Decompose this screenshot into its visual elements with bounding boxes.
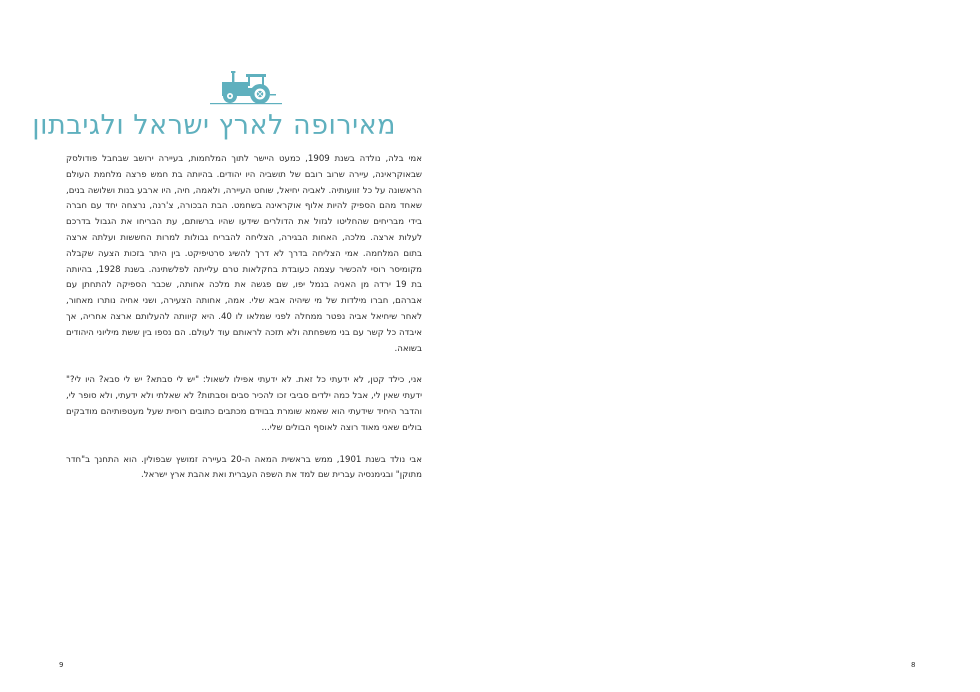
tractor-icon (208, 68, 284, 108)
paragraph: אבי נולד בשנת 1901, ממש בראשית המאה ה-20 בעיירה זמושץ שבפולין. הוא התחנך ב"חדר מתוקן" ובגימנסיה עברית שם למד את השפה העברית ואת אהבת ארץ ישראל. (66, 454, 422, 481)
page-number-left: 9 (59, 661, 64, 669)
body-text (66, 152, 422, 500)
chapter-title: מאירופה לארץ ישראל ולגיבתון (32, 110, 396, 141)
page-number-right: 8 (911, 661, 916, 669)
paragraph: אני, כילד קטן, לא ידעתי כל זאת. לא ידעתי אפילו לשאול: "יש לי סבתא? יש לי סבא? היו לי?" ידעתי שאין לי, אבל כמה ילדים סביבי זכו להכיר סבים וסבתות? לא שאלתי ולא ידעתי, ולא סופר לי, והדבר היחיד שידעתי הוא שאמא שומרת בבוידם מכתבים כתובים רוסית שעל מעטפותיהם מודבקים בולים שאני מאוד רוצה לאוסף הבולים שלי... (66, 375, 422, 433)
paragraph: אמי בלה, נולדה בשנת 1909, כמעט היישר לתוך המלחמות, בעיירה ירושב שבחבל פודולסק שבאוקראינה, עיירה שרוב רובם של תושביה היו יהודים. בהיותה בת חמש פרצה מלחמת העולם הראשונה על כל זוועותיה. לאביה יחיאל, שוחט העיירה, ולאמה, חיה, היו ארבע בנות ושלושה בנים, שאחד מהם הספיק להיות אלוף אוקראינה בשחמט. הבת הבכורה, צ'רנה, נרצחה יחד עם חברה בידי מבריחים שהחליטו לגזול את הדולרים שידעו שהיו ברשותם, עת הבריחו את הגבול בדרכם לעלות ארצה. מלכה, האחות הבגירה, הצליחה להבריח גבולות למרות החששות ועלתה ארצה בתום המלחמה. אמי הצליחה בדרך לא דרך להשיג סרטיפיקט. בין היתר בזכות הצעה שקבלה מקומיסר רוסי להכשיר עצמה כעובדת בחקלאות טרם עלייתה לפלשתינה. בשנת 1928, בהיותה בת 19 ירדה מן האניה בנמל יפו, שם פגשה את מלכה אחותה, שכבר הספיקה להתחתן עם אברהם, חברו מילדות של מי שיהיה אבא שלי. אמה, אחותה הצעירה, ושני אחיה נותרו מאחור, לאחר שיחיאל אביה נפטר ממחלה לפני שמלאו לו 40. היא קיוותה להעלותם ארצה אחריה, אך איבדה כל קשר עם בני משפחתה ולא תזכה לראותם עוד לעולם. הם נספו בין ששת מיליוני היהודים בשואה. (66, 154, 422, 354)
